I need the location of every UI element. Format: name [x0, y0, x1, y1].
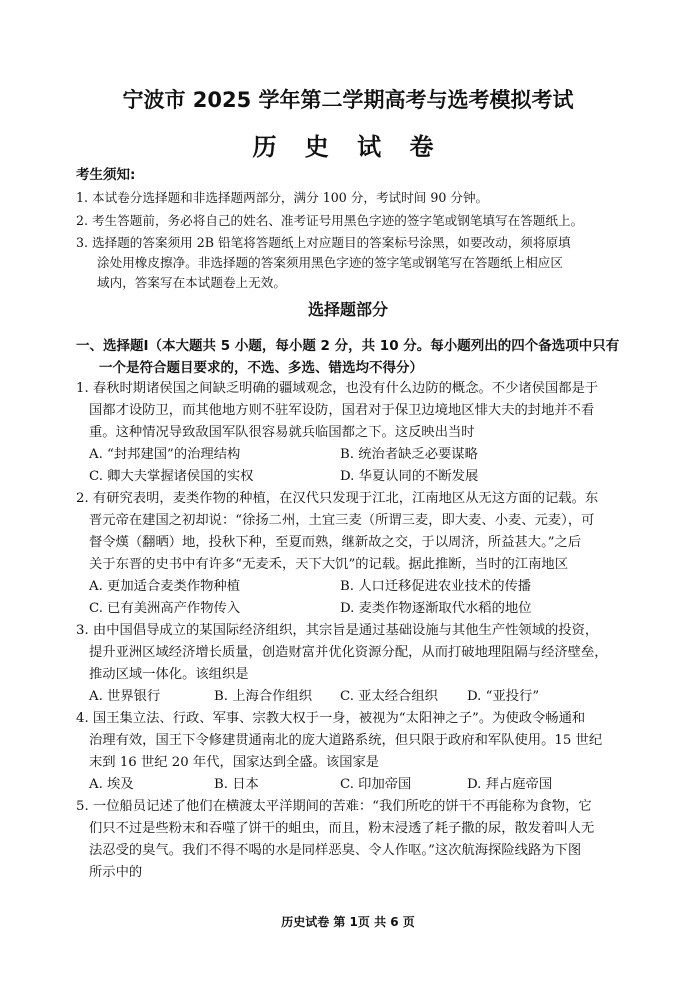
part-heading: 一、选择题Ⅰ（本大题共 5 小题，每小题 2 分，共 10 分。每小题列出的四个备选项中只有 — [76, 338, 620, 354]
question-5-line-4: 所示中的 — [89, 865, 143, 880]
question-4-line-1: 4. 国王集立法、行政、军事、宗教大权于一身，被视为“太阳神之子”。为使政令畅通和 — [76, 711, 586, 726]
question-4-option-b: B. 日本 — [214, 777, 259, 792]
question-5-line-1: 5. 一位船员记述了他们在横渡太平洋期间的苦难：“我们所吃的饼干不再能称为食物，它 — [76, 799, 592, 814]
question-1-option-d: D. 华夏认同的不断发展 — [340, 469, 479, 484]
question-3-option-b: B. 上海合作组织 — [214, 689, 313, 704]
question-4-option-c: C. 印加帝国 — [340, 777, 412, 792]
question-1-line-1: 1. 春秋时期诸侯国之间缺乏明确的疆域观念，也没有什么边防的概念。不少诸侯国都是于 — [76, 381, 599, 396]
question-2-option-d: D. 麦类作物逐渐取代水稻的地位 — [340, 601, 532, 616]
notice-item-3: 3. 选择题的答案须用 2B 铅笔将答题纸上对应题目的答案标号涂黑，如要改动，须将原填 — [76, 235, 571, 250]
question-3-line-2: 提升亚洲区域经济增长质量，创造财富并优化资源分配，从而打破地理阻隔与经济壁垒， — [89, 645, 608, 660]
question-1-line-3: 重。这种情况导致敌国军队很容易就兵临国都之下。这反映出当时 — [89, 425, 475, 440]
notice-item-1: 1. 本试卷分选择题和非选择题两部分，满分 100 分，考试时间 90 分钟。 — [76, 190, 489, 205]
question-1-line-2: 国都才设防卫，而其他地方则不驻军设防，国君对于保卫边境地区悱大夫的封地并不看 — [89, 403, 595, 418]
question-3-option-c: C. 亚太经合组织 — [340, 689, 438, 704]
question-1-option-c: C. 卿大夫掌握诸侯国的实权 — [89, 469, 254, 484]
notice-heading: 考生须知: — [76, 167, 136, 183]
question-2-option-a: A. 更加适合麦类作物种植 — [89, 579, 241, 594]
question-2-line-3: 督令熯（翻晒）地，投秋下种，至夏而熟，继新故之交，于以周济，所益甚大。”之后 — [89, 535, 582, 550]
question-3-line-1: 3. 由中国倡导成立的某国际经济组织，其宗旨是通过基础设施与其他生产性领域的投资， — [76, 623, 599, 638]
question-5-line-2: 们只不过是些粉末和吞噬了饼干的蛆虫，而且，粉末浸透了耗子撒的尿，散发着叫人无 — [89, 821, 595, 836]
notice-item-3-cont: 涂处用橡皮擦净。非选择题的答案须用黑色字迹的签字笔或钢笔写在答题纸上相应区 — [97, 255, 563, 270]
page-footer: 历史试卷 第 1页 共 6 页 — [281, 915, 415, 929]
question-1-option-b: B. 统治者缺乏必要谋略 — [340, 447, 478, 462]
notice-item-2: 2. 考生答题前，务必将自己的姓名、准考证号用黑色字迹的签字笔或钢笔填写在答题纸上。 — [76, 213, 584, 228]
part-heading-cont: 一个是符合题目要求的，不选、多选、错选均不得分） — [99, 360, 423, 376]
question-3-option-a: A. 世界银行 — [89, 689, 161, 704]
question-5-line-3: 法忍受的臭气。我们不得不喝的水是同样恶臭、令人作呕。”这次航海探险线路为下图 — [89, 843, 582, 858]
question-3-line-3: 推动区域一体化。该组织是 — [89, 667, 249, 682]
section-title: 选择题部分 — [307, 300, 388, 319]
exam-title: 宁波市 2025 学年第二学期高考与选考模拟考试 — [122, 88, 574, 112]
question-4-option-a: A. 埃及 — [89, 777, 134, 792]
question-3-option-d: D. “亚投行” — [467, 689, 540, 704]
question-1-option-a: A. “封邦建国”的治理结构 — [89, 447, 241, 462]
question-2-line-1: 2. 有研究表明，麦类作物的种植，在汉代只发现于江北，江南地区从无这方面的记载。东 — [76, 491, 599, 506]
question-2-option-b: B. 人口迁移促进农业技术的传播 — [340, 579, 532, 594]
question-2-line-4: 关于东晋的史书中有许多“无麦禾，天下大饥”的记载。据此推断，当时的江南地区 — [89, 557, 568, 572]
subject-title: 历 史 试 卷 — [252, 133, 444, 161]
question-4-option-d: D. 拜占庭帝国 — [467, 777, 553, 792]
question-2-line-2: 晋元帝在建国之初却说：“徐扬二州，土宜三麦（所谓三麦，即大麦、小麦、元麦），可 — [89, 513, 595, 528]
question-4-line-2: 治理有效，国王下令修建贯通南北的庞大道路系统，但只限于政府和军队使用。15 世纪 — [89, 733, 603, 748]
question-4-line-3: 末到 16 世纪 20 年代，国家达到全盛。该国家是 — [89, 755, 380, 770]
notice-item-3-cont2: 域内，答案写在本试题卷上无效。 — [97, 275, 286, 290]
question-2-option-c: C. 已有美洲高产作物传入 — [89, 601, 241, 616]
